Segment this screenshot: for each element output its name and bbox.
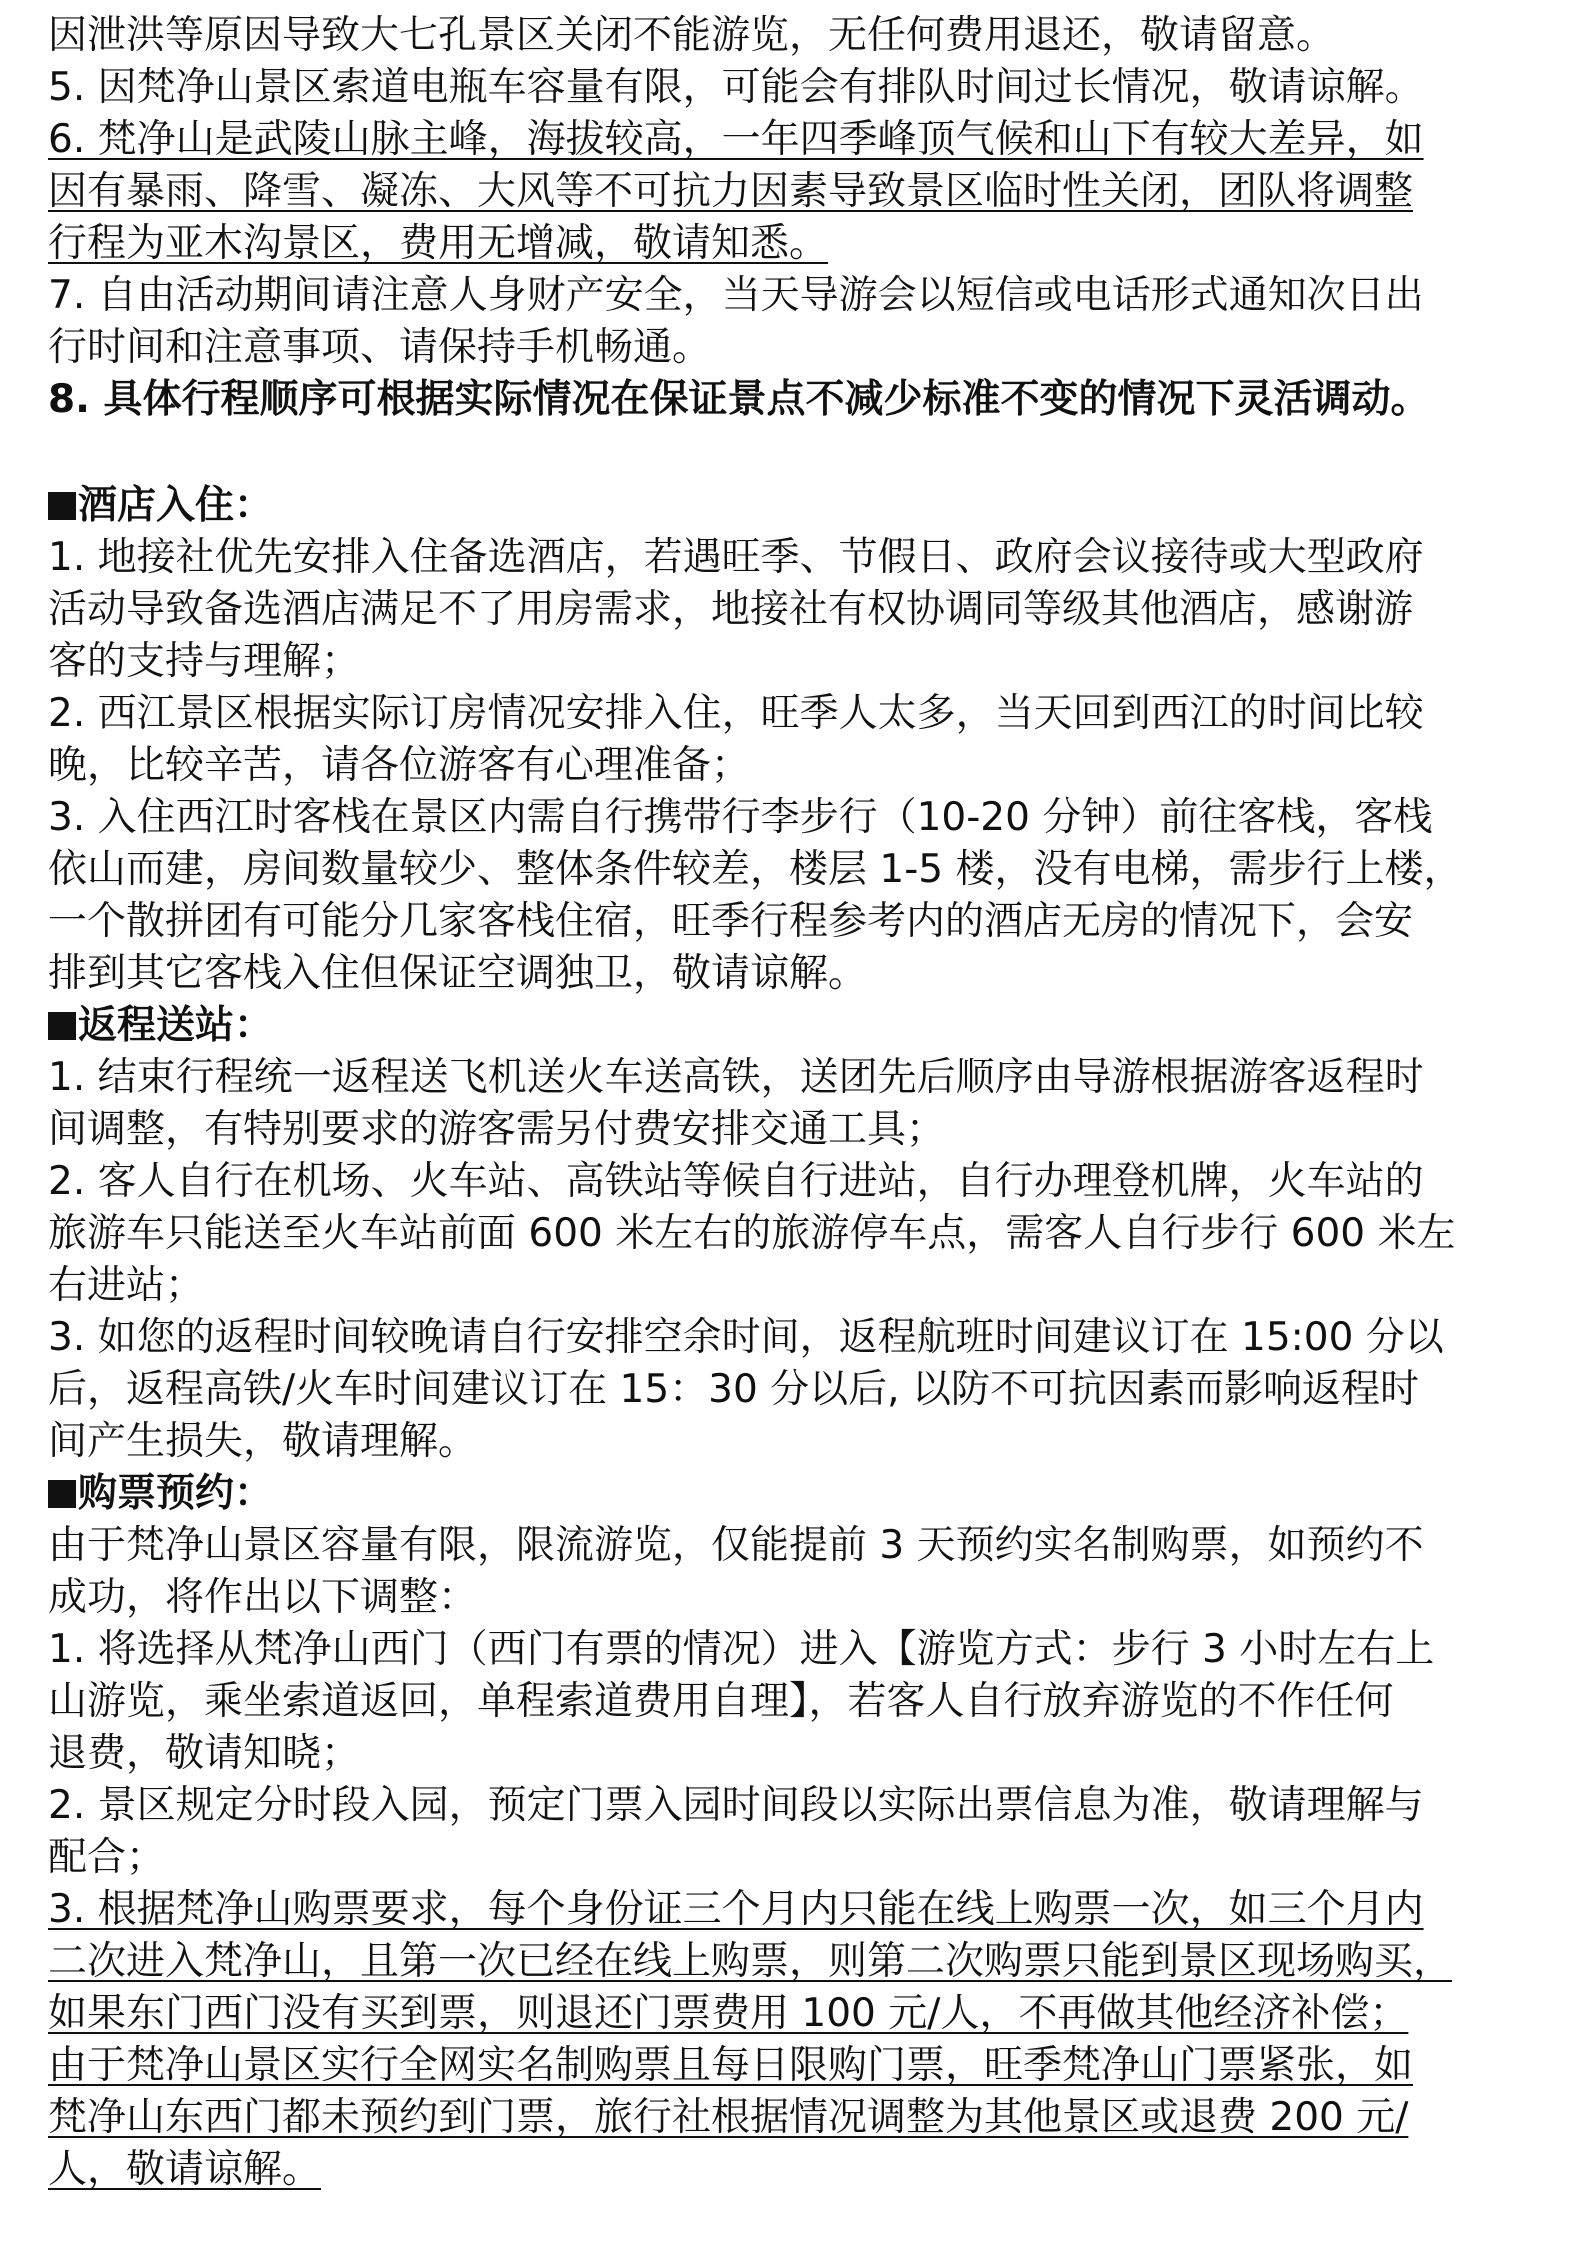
text-line: 间调整，有特别要求的游客需另付费安排交通工具； <box>48 1107 946 1152</box>
text-line: 二次进入梵净山，且第一次已经在线上购票，则第二次购票只能到景区现场购买， <box>48 1939 1453 1984</box>
text-line: 2. 客人自行在机场、火车站、高铁站等候自行进站，自行办理登机牌，火车站的 <box>48 1159 1424 1204</box>
text-line: 梵净山东西门都未预约到门票，旅行社根据情况调整为其他景区或退费 200 元/ <box>48 2095 1409 2140</box>
heading-label: 购票预约： <box>78 1471 274 1516</box>
text-line: 行时间和注意事项、请保持手机畅通。 <box>48 325 712 370</box>
square-bullet-icon <box>48 1480 76 1508</box>
text-line: 客的支持与理解； <box>48 639 361 684</box>
section-heading-tickets <box>48 1468 273 1520</box>
text-line: 1. 结束行程统一返程送飞机送火车送高铁，送团先后顺序由导游根据游客返程时 <box>48 1055 1424 1100</box>
text-line: 6. 梵净山是武陵山脉主峰，海拔较高，一年四季峰顶气候和山下有较大差异，如 <box>48 117 1424 162</box>
text-line: 3. 入住西江时客栈在景区内需自行携带行李步行（10-20 分钟）前往客栈，客栈 <box>48 795 1433 840</box>
heading-label: 返程送站： <box>78 1003 274 1048</box>
section-heading-hotel <box>48 480 273 532</box>
square-bullet-icon <box>48 1012 76 1040</box>
text-line: 1. 地接社优先安排入住备选酒店，若遇旺季、节假日、政府会议接待或大型政府 <box>48 535 1424 580</box>
text-line: 活动导致备选酒店满足不了用房需求，地接社有权协调同等级其他酒店，感谢游 <box>48 587 1414 632</box>
text-line: 后，返程高铁/火车时间建议订在 15：30 分以后, 以防不可抗因素而影响返程时 <box>48 1367 1419 1412</box>
square-bullet-icon <box>48 492 76 520</box>
text-line: 2. 景区规定分时段入园，预定门票入园时间段以实际出票信息为准，敬请理解与 <box>48 1783 1424 1828</box>
text-line: 如果东门西门没有买到票，则退还门票费用 100 元/人，不再做其他经济补偿； <box>48 1991 1409 2036</box>
text-line: 1. 将选择从梵净山西门（西门有票的情况）进入【游览方式：步行 3 小时左右上 <box>48 1627 1435 1672</box>
text-line: 5. 因梵净山景区索道电瓶车容量有限，可能会有排队时间过长情况，敬请谅解。 <box>48 65 1424 110</box>
text-line: 由于梵净山景区实行全网实名制购票且每日限购门票，旺季梵净山门票紧张，如 <box>48 2043 1414 2088</box>
text-line: 右进站； <box>48 1263 205 1308</box>
text-line: 2. 西江景区根据实际订房情况安排入住，旺季人太多，当天回到西江的时间比较 <box>48 691 1424 736</box>
text-line: 人，敬请谅解。 <box>48 2147 322 2192</box>
heading-label: 酒店入住： <box>78 483 274 528</box>
text-line: 8. 具体行程顺序可根据实际情况在保证景点不减少标准不变的情况下灵活调动。 <box>48 377 1430 422</box>
text-line: 行程为亚木沟景区，费用无增减，敬请知悉。 <box>48 221 829 266</box>
text-line: 因泄洪等原因导致大七孔景区关闭不能游览，无任何费用退还，敬请留意。 <box>48 13 1336 58</box>
text-line: 山游览，乘坐索道返回，单程索道费用自理】，若客人自行放弃游览的不作任何 <box>48 1679 1394 1724</box>
text-line: 7. 自由活动期间请注意人身财产安全，当天导游会以短信或电话形式通知次日出 <box>48 273 1424 318</box>
text-line: 3. 根据梵净山购票要求，每个身份证三个月内只能在线上购票一次，如三个月内 <box>48 1887 1424 1932</box>
text-line: 成功，将作出以下调整： <box>48 1575 478 1620</box>
text-line: 排到其它客栈入住但保证空调独卫，敬请谅解。 <box>48 951 868 996</box>
text-line: 依山而建，房间数量较少、整体条件较差，楼层 1-5 楼，没有电梯，需步行上楼， <box>48 847 1463 892</box>
text-line: 3. 如您的返程时间较晚请自行安排空余时间，返程航班时间建议订在 15:00 分以 <box>48 1315 1444 1360</box>
text-line: 一个散拼团有可能分几家客栈住宿，旺季行程参考内的酒店无房的情况下，会安 <box>48 899 1414 944</box>
text-line: 配合； <box>48 1835 166 1880</box>
text-line: 旅游车只能送至火车站前面 600 米左右的旅游停车点，需客人自行步行 600 米左 <box>48 1211 1456 1256</box>
text-line: 由于梵净山景区容量有限，限流游览，仅能提前 3 天预约实名制购票，如预约不 <box>48 1523 1424 1568</box>
text-line: 退费，敬请知晓； <box>48 1731 361 1776</box>
section-heading-return <box>48 1000 273 1052</box>
text-line: 晚，比较辛苦，请各位游客有心理准备； <box>48 743 751 788</box>
text-line: 间产生损失，敬请理解。 <box>48 1419 478 1464</box>
text-line: 因有暴雨、降雪、凝冻、大风等不可抗力因素导致景区临时性关闭，团队将调整 <box>48 169 1414 214</box>
